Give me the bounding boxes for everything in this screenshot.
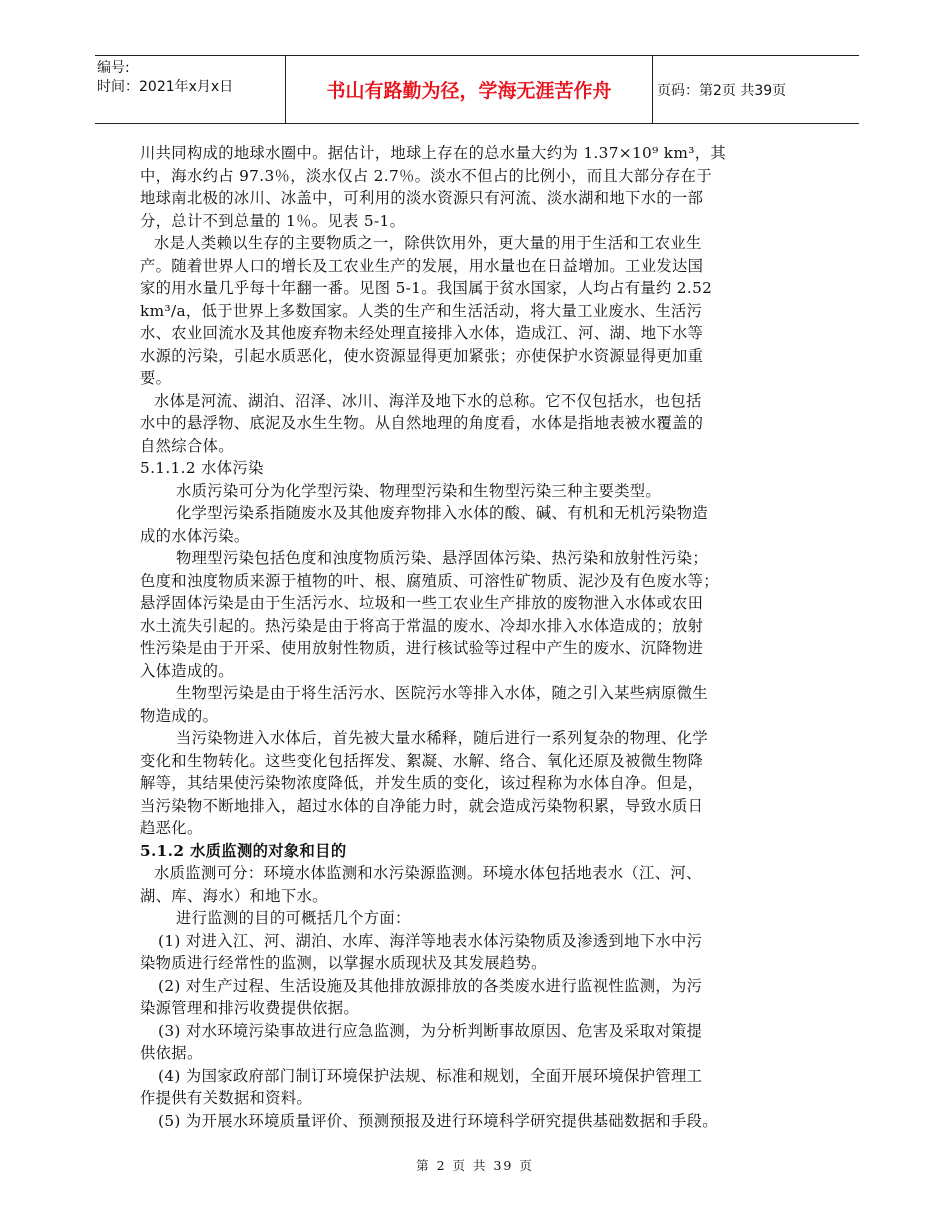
page-footer: 第 2 页 共 39 页 [416,1158,534,1173]
body-text-line: 分，总计不到总量的 1％。见表 5-1。 [140,211,406,230]
body-text-line: (3) 对水环境污染事故进行应急监测，为分析判断事故原因、危害及采取对策提 [158,1021,703,1040]
body-text-line: (1) 对进入江、河、湖泊、水库、海洋等地表水体污染物质及渗透到地下水中污 [158,931,703,950]
body-text-line: 自然综合体。 [140,436,234,455]
body-text-line: 变化和生物转化。这些变化包括挥发、絮凝、水解、络合、氧化还原及被微生物降 [140,751,704,770]
document-date: 时间：2021年x月x日 [97,79,234,95]
document-number-label: 编号: [97,60,130,76]
header-motto: 书山有路勤为径，学海无涯苦作舟 [285,56,653,123]
section-heading: 5.1.2 水质监测的对象和目的 [140,841,347,860]
body-text-line: 水、农业回流水及其他废弃物未经处理直接排入水体，造成江、河、湖、地下水等 [140,324,704,342]
body-text-line: 生物型污染是由于将生活污水、医院污水等排入水体，随之引入某些病原微生 [176,684,708,702]
body-text-line: 趋恶化。 [140,819,203,837]
body-text-line: 要。 [140,369,172,387]
body-text-line: 湖、库、海水）和地下水。 [140,886,328,905]
body-text-line: 产。随着世界人口的增长及工农业生产的发展，用水量也在日益增加。工业发达国 [140,256,704,275]
body-text-line: 入体造成的。 [140,661,234,680]
body-text-line: 当污染物进入水体后，首先被大量水稀释，随后进行一系列复杂的物理、化学 [176,729,708,747]
body-text-line: 染物质进行经常性的监测，以掌握水质现状及其发展趋势。 [140,954,547,972]
body-text-line: 化学型污染系指随废水及其他废弃物排入水体的酸、碱、有机和无机污染物造 [176,504,708,522]
body-text-line: 供依据。 [140,1044,203,1062]
body-text-line: 性污染是由于开采、使用放射性物质，进行核试验等过程中产生的废水、沉降物进 [140,639,704,657]
body-text-line: 作提供有关数据和资料。 [140,1089,313,1107]
header-page-info: 页码：第2页 共39页 [657,82,787,99]
body-text-line: (2) 对生产过程、生活设施及其他排放源排放的各类废水进行监视性监测，为污 [158,976,703,995]
body-text-line: km³/a，低于世界上多数国家。人类的生产和生活活动，将大量工业废水、生活污 [140,301,703,320]
body-text-line: 水中的悬浮物、底泥及水生生物。从自然地理的角度看，水体是指地表被水覆盖的 [140,414,704,432]
body-text-line: 川共同构成的地球水圈中。据估计，地球上存在的总水量大约为 1.37×10⁹ km³，其 [140,144,727,162]
page-header [95,55,859,124]
body-text-line: 进行监测的目的可概括几个方面： [176,909,411,927]
body-text-line: 解等，其结果使污染物浓度降低，并发生质的变化，该过程称为水体自净。但是， [140,774,704,792]
body-text-line: 水土流失引起的。热污染是由于将高于常温的废水、冷却水排入水体造成的；放射 [140,616,704,635]
body-text-line: 悬浮固体污染是由于生活污水、垃圾和一些工农业生产排放的废物泄入水体或农田 [140,594,704,612]
body-text-line: 当污染物不断地排入，超过水体的自净能力时，就会造成污染物积累，导致水质日 [140,796,704,815]
body-text-line: 成的水体污染。 [140,526,250,545]
header-meta [97,59,277,97]
body-text-line: (5) 为开展水环境质量评价、预测预报及进行环境科学研究提供基础数据和手段。 [158,1111,718,1130]
body-text-line: 水体是河流、湖泊、沼泽、冰川、海洋及地下水的总称。它不仅包括水，也包括 [154,391,702,410]
body-text-line: 染源管理和排污收费提供依据。 [140,999,360,1017]
document-body [140,142,812,1132]
body-text-line: 地球南北极的冰川、冰盖中，可利用的淡水资源只有河流、淡水湖和地下水的一部 [140,189,704,207]
body-text-line: 家的用水量几乎每十年翻一番。见图 5-1。我国属于贫水国家，人均占有量约 2.52 [140,279,713,297]
body-text-line: 中，海水约占 97.3％，淡水仅占 2.7％。淡水不但占的比例小，而且大部分存在于 [140,166,712,185]
section-heading: 5.1.1.2 水体污染 [140,459,264,477]
body-text-line: 物造成的。 [140,706,219,725]
body-text-line: (4) 为国家政府部门制订环境保护法规、标准和规划，全面开展环境保护管理工 [158,1066,703,1085]
body-text-line: 物理型污染包括色度和浊度物质污染、悬浮固体污染、热污染和放射性污染； [176,549,708,567]
body-text-line: 水质污染可分为化学型污染、物理型污染和生物型污染三种主要类型。 [176,481,662,500]
body-text-line: 色度和浊度物质来源于植物的叶、根、腐殖质、可溶性矿物质、泥沙及有色废水等； [140,571,719,590]
body-text-line: 水源的污染，引起水质恶化，使水资源显得更加紧张；亦使保护水资源显得更加重 [140,346,704,365]
body-text-line: 水质监测可分：环境水体监测和水污染源监测。环境水体包括地表水（江、河、 [154,864,702,882]
body-text-line: 水是人类赖以生存的主要物质之一，除供饮用外，更大量的用于生活和工农业生 [154,234,702,252]
